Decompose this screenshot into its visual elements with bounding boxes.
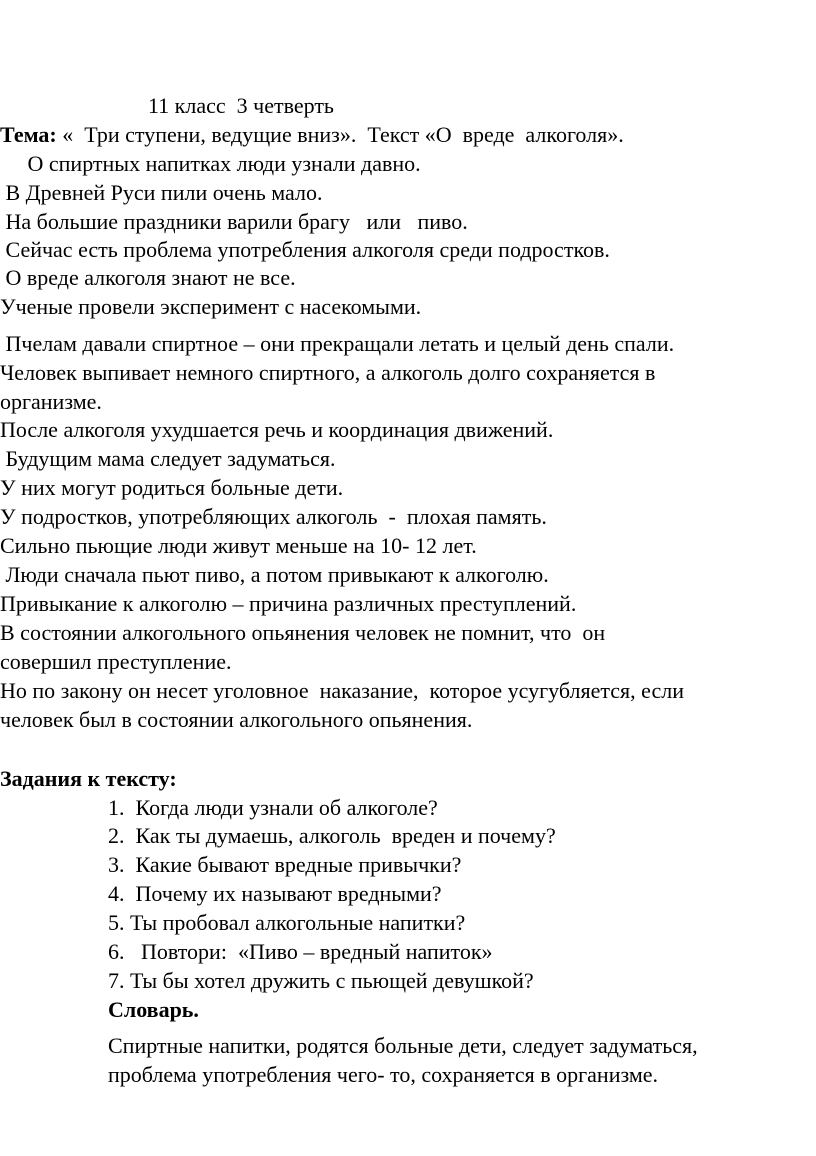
topic-text: « Три ступени, ведущие вниз». Текст «О вреде алкоголя».: [56, 122, 624, 147]
text-line: Сильно пьющие люди живут меньше на 10- 12 лет.: [0, 533, 477, 558]
vocabulary-line: проблема употребления чего- то, сохраняется в организме.: [108, 1062, 659, 1087]
text-line: Люди сначала пьют пиво, а потом привыкают к алкоголю.: [0, 562, 549, 587]
text-line: человек был в состоянии алкогольного опьянения.: [0, 707, 473, 732]
text-line: О спиртных напитках люди узнали давно.: [0, 151, 421, 176]
task-item: 2. Как ты думаешь, алкоголь вреден и почему?: [108, 823, 556, 848]
topic-label: Тема:: [0, 122, 57, 147]
text-line: Сейчас есть проблема употребления алкоголя среди подростков.: [0, 237, 610, 262]
text-line: На большие праздники варили брагу или пиво.: [0, 209, 468, 234]
text-line: Ученые провели эксперимент с насекомыми.: [0, 294, 422, 319]
vocabulary-heading: Словарь.: [108, 997, 199, 1022]
text-line: У подростков, употребляющих алкоголь - плохая память.: [0, 504, 547, 529]
task-item: 1. Когда люди узнали об алкоголе?: [108, 795, 438, 820]
text-line: Будущим мама следует задуматься.: [0, 446, 336, 471]
text-line: Но по закону он несет уголовное наказание, которое усугубляется, если: [0, 678, 684, 703]
text-line: Человек выпивает немного спиртного, а алкоголь долго сохраняется в: [0, 360, 656, 385]
tasks-heading: Задания к тексту:: [0, 766, 177, 791]
task-item: 6. Повтори: «Пиво – вредный напиток»: [108, 939, 493, 964]
text-line: В Древней Руси пили очень мало.: [0, 180, 323, 205]
text-line: В состоянии алкогольного опьянения человек не помнит, что он: [0, 620, 606, 645]
text-line: О вреде алкоголя знают не все.: [0, 265, 296, 290]
class-quarter-heading: 11 класс 3 четверть: [148, 93, 334, 118]
text-line: организме.: [0, 389, 102, 414]
task-item: 3. Какие бывают вредные привычки?: [108, 852, 462, 877]
text-line: У них могут родиться больные дети.: [0, 475, 344, 500]
task-item: 7. Ты бы хотел дружить с пьющей девушкой?: [108, 968, 534, 993]
text-line: После алкоголя ухудшается речь и координация движений.: [0, 417, 554, 442]
vocabulary-line: Спиртные напитки, родятся больные дети, следует задуматься,: [108, 1033, 698, 1058]
text-line: Пчелам давали спиртное – они прекращали летать и целый день спали.: [0, 331, 675, 356]
text-line: совершил преступление.: [0, 649, 232, 674]
text-line: Привыкание к алкоголю – причина различных преступлений.: [0, 591, 577, 616]
topic-line: [0, 121, 624, 149]
task-item: 4. Почему их называют вредными?: [108, 881, 442, 906]
task-item: 5. Ты пробовал алкогольные напитки?: [108, 910, 466, 935]
